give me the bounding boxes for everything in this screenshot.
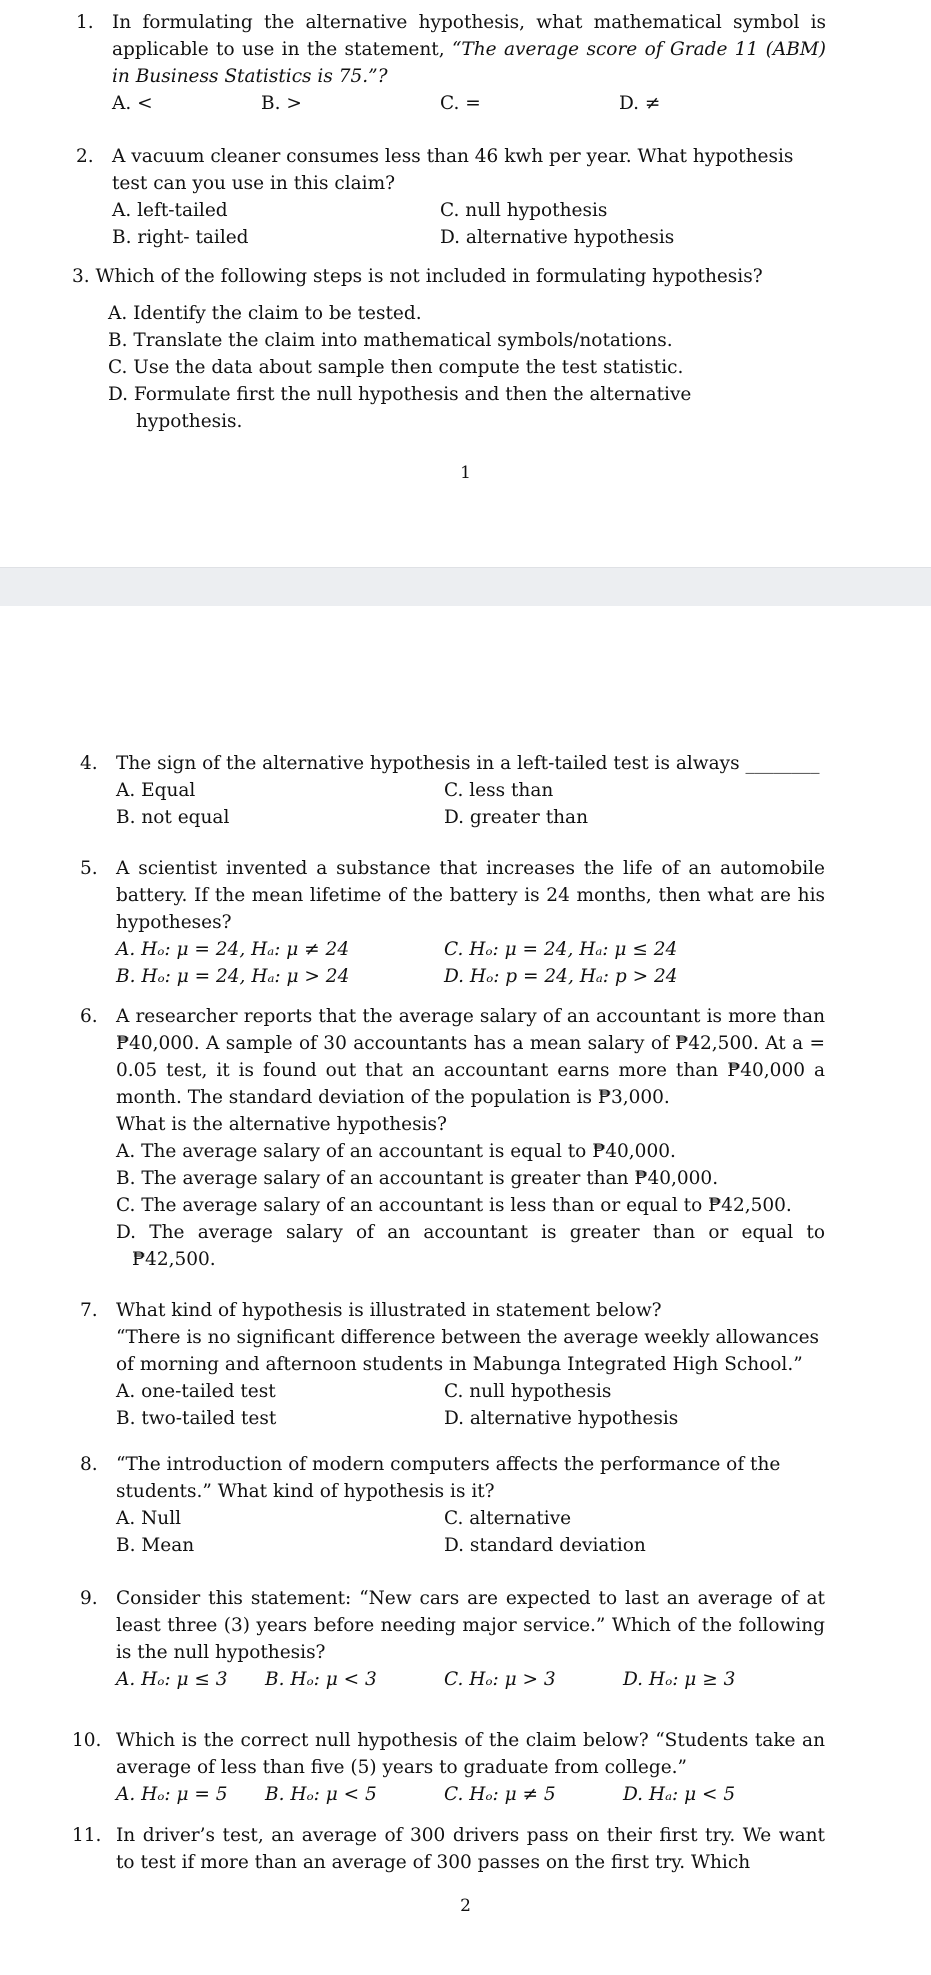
option-d[interactable]: D. Formulate first the null hypothesis and then the alternative hypothesis. — [108, 384, 692, 432]
option-c[interactable]: C. Use the data about sample then compute the test statistic. — [108, 357, 684, 378]
option-d[interactable]: D. Hₒ: μ ≥ 3 — [623, 1669, 736, 1690]
option-c[interactable]: C. Hₒ: μ = 24, Hₐ: μ ≤ 24 — [444, 939, 678, 960]
question-number: 9. — [80, 1588, 98, 1609]
option-b[interactable]: B. Translate the claim into mathematical symbols/notations. — [108, 330, 673, 351]
question-8 — [80, 1451, 825, 1559]
options — [116, 936, 825, 990]
option-b[interactable]: B. > — [261, 93, 302, 114]
option-a[interactable]: A. one-tailed test — [116, 1381, 276, 1402]
option-d[interactable]: D. ≠ — [619, 93, 661, 114]
question-6 — [80, 1003, 825, 1273]
question-stem — [80, 750, 840, 777]
question-number: 10. — [72, 1730, 102, 1751]
option-b[interactable]: B. right- tailed — [112, 227, 249, 248]
document-page-2 — [0, 606, 931, 1975]
options — [116, 1138, 825, 1273]
question-number: 11. — [72, 1825, 102, 1846]
option-b[interactable]: B. The average salary of an accountant is greater than ₱40,000. — [116, 1168, 719, 1189]
option-c[interactable]: C. Hₒ: μ > 3 — [444, 1669, 556, 1690]
option-b[interactable]: B. Hₒ: μ < 5 — [265, 1784, 377, 1805]
question-number: 6. — [80, 1006, 98, 1027]
option-b[interactable]: B. Mean — [116, 1535, 195, 1556]
stem-text: The sign of the alternative hypothesis in a left-tailed test is always ________ — [116, 753, 820, 774]
question-stem — [76, 143, 826, 197]
question-10 — [72, 1727, 825, 1808]
option-d[interactable]: D. Hₐ: μ < 5 — [623, 1784, 736, 1805]
options — [116, 1781, 825, 1808]
question-number: 3. — [72, 266, 90, 287]
stem-text: In formulating the alternative hypothesis, what mathematical symbol is applicable to use in the statement, — [112, 12, 826, 60]
option-c[interactable]: C. null hypothesis — [444, 1381, 612, 1402]
question-number: 5. — [80, 858, 98, 879]
options — [112, 90, 826, 117]
question-number: 7. — [80, 1300, 98, 1321]
options — [108, 300, 748, 435]
option-c[interactable]: C. alternative — [444, 1508, 572, 1529]
option-d[interactable]: D. The average salary of an accountant is greater than or equal to ₱42,500. — [116, 1222, 825, 1270]
question-stem — [72, 263, 852, 290]
page-number: 2 — [460, 1896, 471, 1916]
question-7 — [80, 1297, 825, 1432]
option-c[interactable]: C. less than — [444, 780, 554, 801]
stem-text: A scientist invented a substance that increases the life of an automobile battery. If the mean lifetime of the battery is 24 months, then what are his hypotheses? — [116, 858, 825, 933]
option-a[interactable]: A. The average salary of an accountant is equal to ₱40,000. — [116, 1141, 676, 1162]
option-c[interactable]: C. The average salary of an accountant is less than or equal to ₱42,500. — [116, 1195, 792, 1216]
question-number: 1. — [76, 12, 94, 33]
option-d[interactable]: D. Hₒ: p = 24, Hₐ: p > 24 — [444, 966, 678, 987]
question-2 — [76, 143, 826, 251]
options — [116, 1505, 825, 1559]
option-a[interactable]: A. Equal — [116, 780, 196, 801]
question-1 — [76, 9, 826, 117]
options — [116, 777, 840, 831]
question-stem — [80, 855, 825, 936]
stem-text: What kind of hypothesis is illustrated in statement below? — [116, 1300, 662, 1321]
options — [116, 1666, 825, 1693]
question-stem — [80, 1585, 825, 1666]
option-a[interactable]: A. Hₒ: μ = 5 — [116, 1784, 228, 1805]
stem-text: “The introduction of modern computers affects the performance of the students.” What kind of hypothesis is it? — [116, 1454, 781, 1502]
question-stem — [72, 1727, 825, 1781]
option-c[interactable]: C. Hₒ: μ ≠ 5 — [444, 1784, 556, 1805]
option-a[interactable]: A. Null — [116, 1508, 182, 1529]
options — [116, 1378, 825, 1432]
question-9 — [80, 1585, 825, 1693]
options — [112, 197, 826, 251]
page-separator — [0, 567, 931, 607]
stem-quote: “The average score of Grade 11 (ABM) in Business Statistics is 75.”? — [112, 39, 826, 87]
question-stem — [80, 1451, 825, 1505]
option-a[interactable]: A. Hₒ: μ ≤ 3 — [116, 1669, 228, 1690]
quoted-statement: “There is no significant difference between the average weekly allowances of morning and afternoon students in Mabunga Integrated High School.” — [116, 1327, 820, 1375]
option-d[interactable]: D. alternative hypothesis — [444, 1408, 679, 1429]
stem-text: Consider this statement: “New cars are expected to last an average of at least three (3) years before needing major service.” Which of the following is the null hypothesis? — [116, 1588, 825, 1663]
option-b[interactable]: B. two-tailed test — [116, 1408, 277, 1429]
option-d[interactable]: D. greater than — [444, 807, 588, 828]
page-number: 1 — [460, 463, 471, 483]
option-b[interactable]: B. not equal — [116, 807, 230, 828]
question-3 — [72, 263, 852, 435]
question-stem — [80, 1003, 825, 1111]
option-a[interactable]: A. Identify the claim to be tested. — [108, 303, 422, 324]
option-a[interactable]: A. Hₒ: μ = 24, Hₐ: μ ≠ 24 — [116, 939, 350, 960]
option-a[interactable]: A. left-tailed — [112, 200, 228, 221]
question-4 — [80, 750, 840, 831]
option-c[interactable]: C. = — [440, 93, 481, 114]
question-5 — [80, 855, 825, 990]
question-stem — [76, 9, 826, 90]
question-number: 2. — [76, 146, 94, 167]
question-stem — [72, 1822, 825, 1876]
question-stem-last: What is the alternative hypothesis? — [116, 1114, 447, 1135]
option-c[interactable]: C. null hypothesis — [440, 200, 608, 221]
stem-text: Which is the correct null hypothesis of the claim below? “Students take an average of less than five (5) years to graduate from college.” — [116, 1730, 825, 1778]
question-stem — [80, 1297, 825, 1324]
stem-text: Which of the following steps is not included in formulating hypothesis? — [95, 266, 763, 287]
document-page-1 — [0, 0, 931, 567]
question-11 — [72, 1822, 825, 1876]
question-number: 8. — [80, 1454, 98, 1475]
option-d[interactable]: D. alternative hypothesis — [440, 227, 675, 248]
stem-text: In driver’s test, an average of 300 drivers pass on their first try. We want to test if more than an average of 300 passes on the first try. Which — [116, 1825, 825, 1873]
option-b[interactable]: B. Hₒ: μ < 3 — [265, 1669, 377, 1690]
option-a[interactable]: A. < — [112, 93, 153, 114]
stem-text: A vacuum cleaner consumes less than 46 kwh per year. What hypothesis test can you use in this claim? — [112, 146, 794, 194]
question-number: 4. — [80, 753, 98, 774]
option-d[interactable]: D. standard deviation — [444, 1535, 646, 1556]
option-b[interactable]: B. Hₒ: μ = 24, Hₐ: μ > 24 — [116, 966, 350, 987]
stem-text: A researcher reports that the average salary of an accountant is more than ₱40,000. A sample of 30 accountants has a mean salary of ₱42,500. At a = 0.05 test, it is found out that an accountant earns more than ₱40,000 a month. The standard deviation of the population is ₱3,000. — [116, 1006, 825, 1108]
